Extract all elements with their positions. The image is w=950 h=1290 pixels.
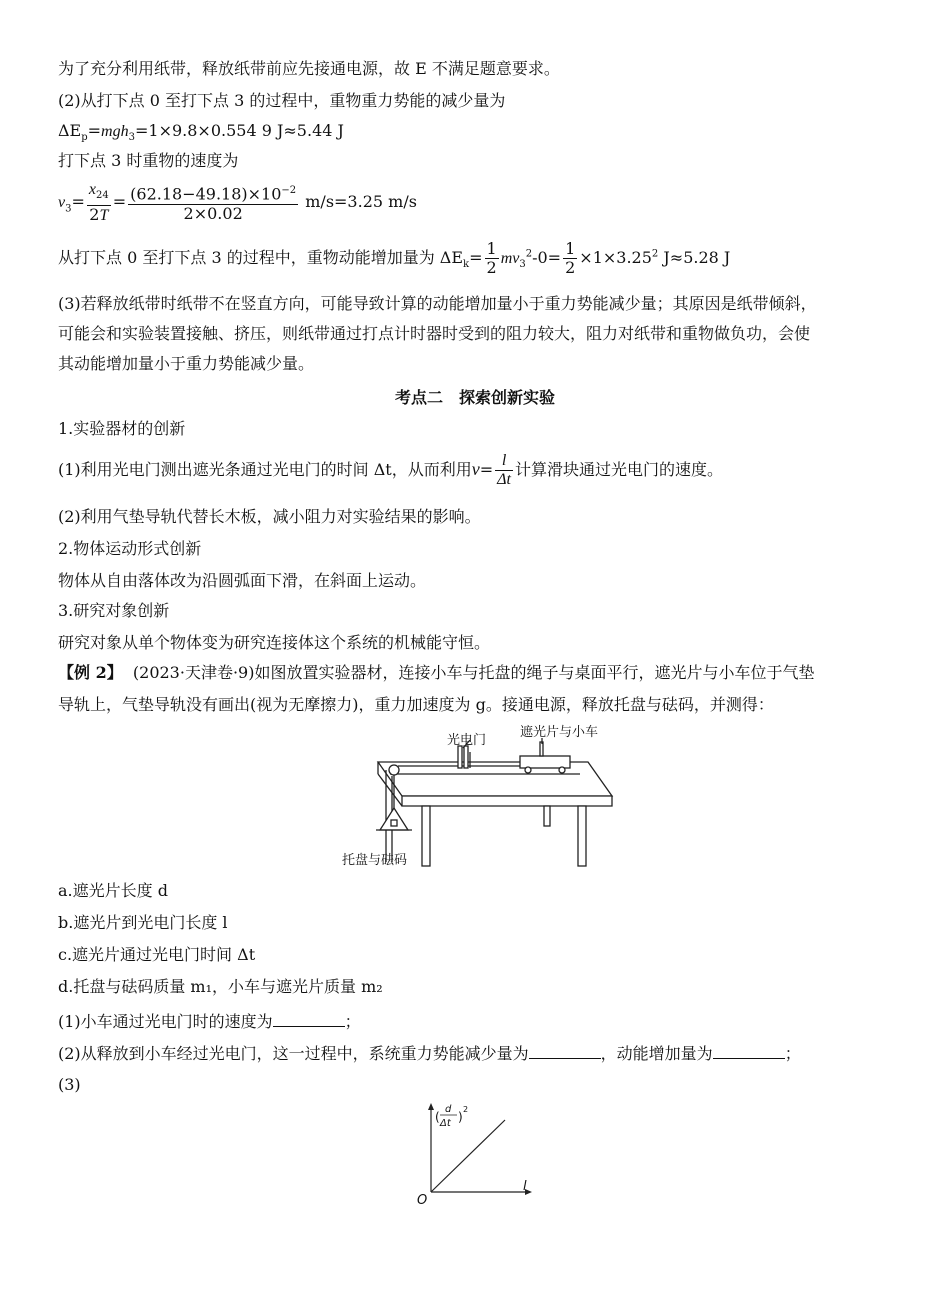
kinetic-energy-formula: 从打下点 0 至打下点 3 的过程中，重物动能增加量为 $\Delta E_k=$ $\frac{1}{2}$ $mv_3^2-0=$ $\frac{1}{2}$ $\times 1\times 3.25^2$ J≈5.28 J bbox=[58, 239, 731, 277]
potential-energy-formula: $\Delta E_p=mgh_3=1\times 9.8\times 0.554$ 9 J≈5.44 J bbox=[58, 121, 344, 144]
question-3: (3) bbox=[58, 1075, 81, 1094]
measure-d: d.托盘与砝码质量 m₁，小车与遮光片质量 m₂ bbox=[58, 977, 383, 996]
paragraph-3-line-3: 其动能增加量小于重力势能减少量。 bbox=[58, 354, 315, 373]
item-2a: 物体从自由落体改为沿圆弧面下滑，在斜面上运动。 bbox=[58, 571, 427, 590]
answer-blank-2 bbox=[529, 1042, 601, 1059]
graph-y-num: d bbox=[445, 1104, 452, 1115]
question-2: (2)从释放到小车经过光电门，这一过程中，系统重力势能减少量为 ，动能增加量为 ； bbox=[58, 1044, 801, 1063]
answer-blank-1 bbox=[273, 1010, 345, 1027]
item-1: 1.实验器材的创新 bbox=[58, 419, 186, 438]
measure-c: c.遮光片通过光电门时间 Δt bbox=[58, 945, 256, 964]
solution-line-1: 为了充分利用纸带，释放纸带前应先接通电源，故 E 不满足题意要求。 bbox=[58, 59, 560, 78]
graph-x-label: l bbox=[523, 1179, 527, 1194]
solution-line-4: 打下点 3 时重物的速度为 bbox=[58, 151, 239, 170]
label-photogate: 光电门 bbox=[447, 733, 487, 748]
measure-b: b.遮光片到光电门长度 l bbox=[58, 913, 228, 932]
answer-blank-3 bbox=[713, 1042, 785, 1059]
svg-text:(: ( bbox=[435, 1110, 440, 1124]
graph-y-den: Δt bbox=[440, 1118, 451, 1129]
section-title: 考点二 探索创新实验 bbox=[394, 388, 555, 407]
solution-line-2: (2)从打下点 0 至打下点 3 的过程中，重物重力势能的减少量为 bbox=[58, 91, 506, 110]
velocity-formula: $v_3=$ $\frac{x_{24}}{2T}$ = $\frac{(62.18-49.18)\times 10^{-2}}{2\times 0.02}$ m/s=3.25 m/s bbox=[58, 181, 417, 225]
label-tray: 托盘与砝码 bbox=[342, 853, 408, 868]
item-3: 3.研究对象创新 bbox=[58, 601, 170, 620]
item-1b: (2)利用气垫导轨代替长木板，减小阻力对实验结果的影响。 bbox=[58, 507, 481, 526]
paragraph-3-line-1: (3)若释放纸带时纸带不在竖直方向，可能导致计算的动能增加量小于重力势能减少量；其原因是纸带倾斜， bbox=[58, 294, 817, 313]
label-cart: 遮光片与小车 bbox=[520, 725, 599, 740]
item-1a: (1)利用光电门测出遮光条通过光电门的时间 Δt，从而利用v= $\frac{l}{\Delta t}$ 计算滑块通过光电门的速度。 bbox=[58, 452, 724, 488]
question-1: (1)小车通过光电门时的速度为 ； bbox=[58, 1012, 361, 1031]
example-line-1: 【例 2】 (2023·天津卷·9)如图放置实验器材，连接小车与托盘的绳子与桌面平行，遮光片与小车位于气垫 bbox=[58, 663, 815, 682]
graph-figure bbox=[405, 1100, 545, 1210]
paragraph-3-line-2: 可能会和实验装置接触、挤压，则纸带通过打点计时器时受到的阻力较大，阻力对纸带和重物做负功，会使 bbox=[58, 324, 811, 343]
example-line-2: 导轨上，气垫导轨没有画出(视为无摩擦力)，重力加速度为 g。接通电源，释放托盘与砝码，并测得： bbox=[58, 695, 774, 714]
item-2: 2.物体运动形式创新 bbox=[58, 539, 202, 558]
item-3a: 研究对象从单个物体变为研究连接体这个系统的机械能守恒。 bbox=[58, 633, 491, 652]
graph-origin: O bbox=[417, 1193, 428, 1208]
svg-text:2: 2 bbox=[463, 1105, 469, 1114]
measure-a: a.遮光片长度 d bbox=[58, 881, 168, 900]
apparatus-figure bbox=[330, 722, 620, 872]
svg-text:): ) bbox=[458, 1110, 463, 1124]
